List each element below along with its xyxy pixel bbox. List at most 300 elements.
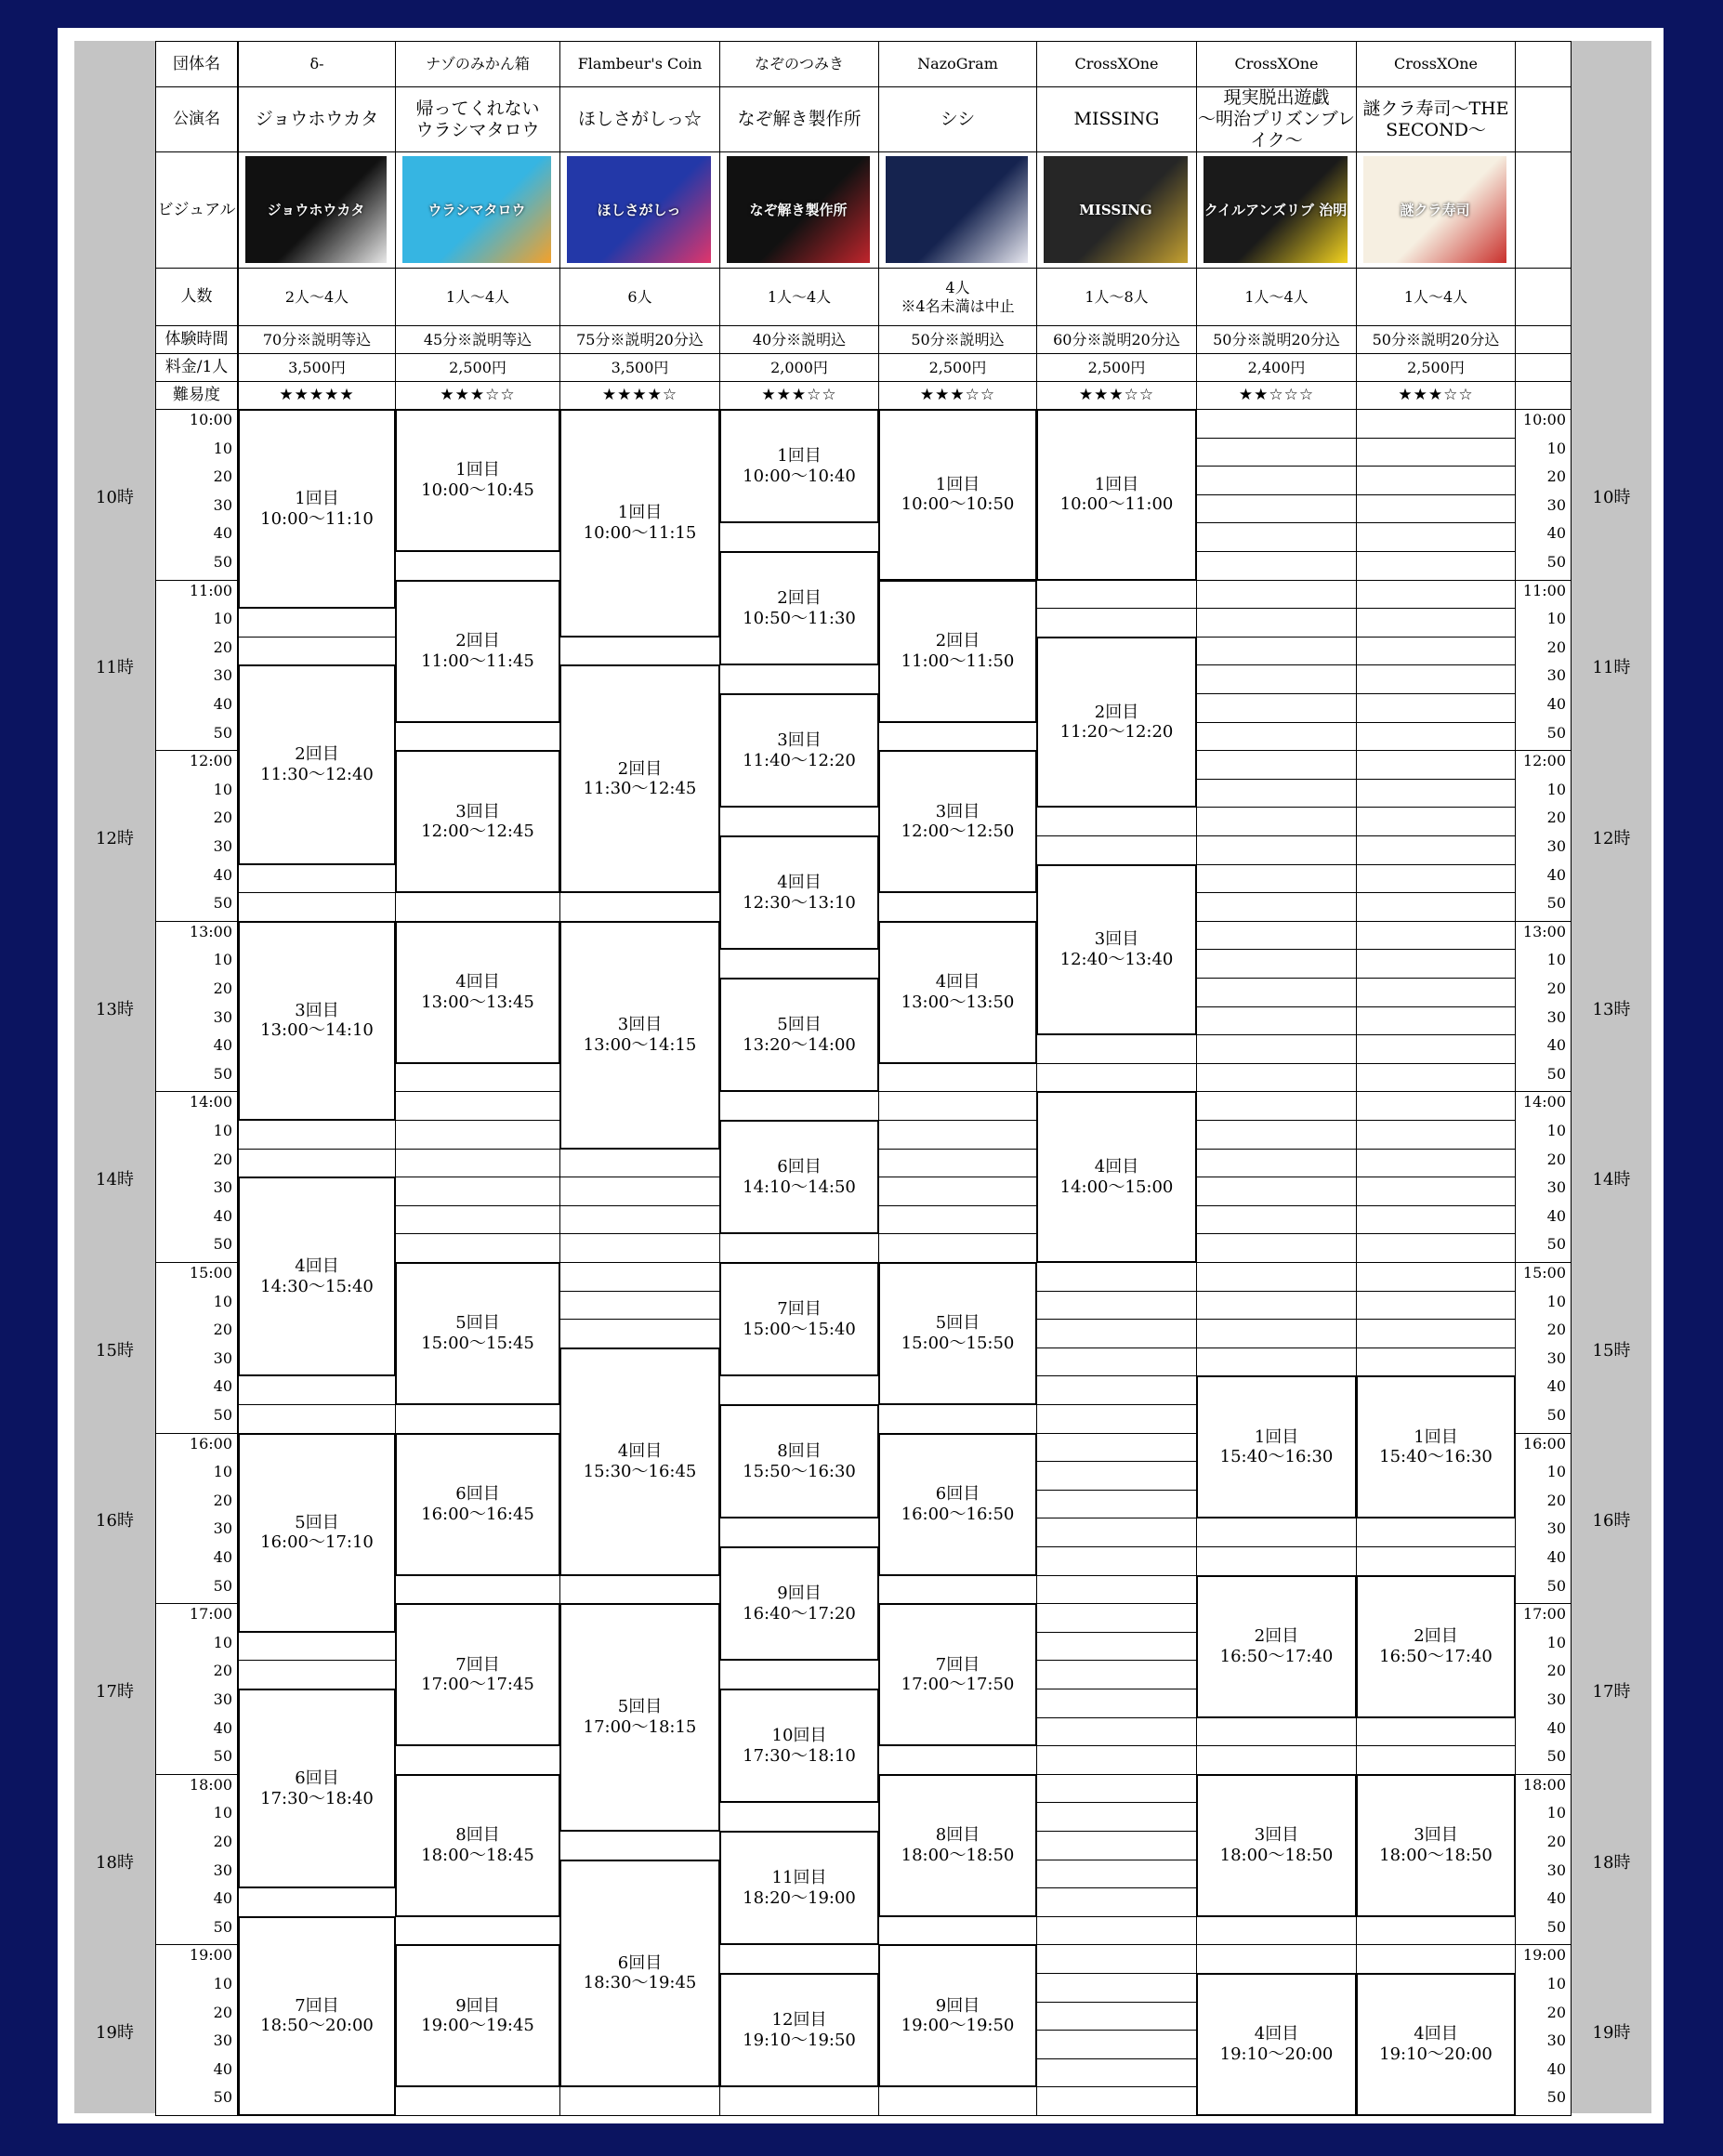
time-slot-label-right: 30 bbox=[1546, 1519, 1566, 1538]
empty-slot bbox=[1196, 1091, 1357, 1121]
session-round: 4回目 bbox=[455, 972, 500, 993]
time-slot-label: 50 bbox=[213, 1747, 232, 1766]
time-slot-label: 50 bbox=[213, 1576, 232, 1595]
empty-slot bbox=[1036, 1774, 1197, 1804]
session-time: 15:30～16:45 bbox=[583, 1461, 697, 1481]
empty-slot bbox=[1196, 1518, 1357, 1547]
difficulty-stars: ★★★☆☆ bbox=[878, 381, 1037, 410]
empty-slot bbox=[238, 1375, 396, 1405]
time-slot-label: 11:00 bbox=[189, 581, 232, 599]
empty-slot bbox=[238, 1120, 396, 1150]
time-slot-label: 20 bbox=[213, 1321, 232, 1339]
session-block[interactable] bbox=[878, 1262, 1037, 1405]
time-slot-label-right: 30 bbox=[1546, 1690, 1566, 1708]
time-slot-label-right: 11:00 bbox=[1522, 581, 1566, 599]
session-block[interactable] bbox=[719, 835, 879, 950]
empty-slot bbox=[1356, 1177, 1516, 1206]
player-count: 1人～4人 bbox=[1196, 268, 1357, 326]
session-round: 1回目 bbox=[1254, 1426, 1299, 1447]
empty-slot bbox=[878, 1404, 1037, 1434]
empty-slot bbox=[1356, 1034, 1516, 1064]
session-time: 16:00～16:50 bbox=[901, 1504, 1015, 1524]
hour-label: 10時 bbox=[96, 487, 134, 507]
session-block[interactable] bbox=[1196, 1375, 1357, 1518]
hour-label-right: 15時 bbox=[1592, 1340, 1631, 1361]
empty-slot bbox=[1036, 1717, 1197, 1747]
empty-slot bbox=[1036, 1375, 1197, 1405]
hour-label: 19時 bbox=[96, 2023, 134, 2044]
session-block[interactable] bbox=[559, 1348, 720, 1576]
empty-slot bbox=[1356, 1518, 1516, 1547]
time-slot-label-right: 50 bbox=[1546, 553, 1566, 571]
empty-slot bbox=[238, 1660, 396, 1689]
group-name: CrossXOne bbox=[1356, 41, 1516, 87]
session-time: 10:00～10:40 bbox=[743, 466, 856, 486]
session-block[interactable] bbox=[878, 580, 1037, 723]
time-slot-label-right: 14:00 bbox=[1522, 1093, 1566, 1111]
play-duration: 50分※説明込 bbox=[878, 325, 1037, 354]
hour-divider-left bbox=[155, 580, 238, 581]
session-block[interactable] bbox=[238, 1433, 396, 1633]
empty-slot bbox=[1356, 949, 1516, 979]
player-count: 6人 bbox=[559, 268, 720, 326]
empty-slot bbox=[1356, 664, 1516, 694]
time-slot-label-right: 10 bbox=[1546, 610, 1566, 628]
session-time: 15:00～15:40 bbox=[743, 1319, 856, 1339]
session-block[interactable] bbox=[395, 1433, 560, 1576]
time-slot-label-right: 50 bbox=[1546, 1917, 1566, 1936]
empty-slot bbox=[1356, 1348, 1516, 1377]
session-round: 2回目 bbox=[455, 631, 500, 651]
show-title: なぞ解き製作所 bbox=[719, 86, 879, 152]
empty-slot bbox=[1356, 779, 1516, 808]
session-block[interactable] bbox=[559, 1603, 720, 1832]
player-count: 1人～4人 bbox=[1356, 268, 1516, 326]
session-time: 10:00～10:50 bbox=[901, 494, 1015, 515]
group-name: CrossXOne bbox=[1196, 41, 1357, 87]
time-slot-label: 30 bbox=[213, 2031, 232, 2050]
session-block[interactable] bbox=[719, 1689, 879, 1803]
play-duration: 75分※説明20分込 bbox=[559, 325, 720, 354]
empty-slot bbox=[395, 1575, 560, 1605]
hour-label-right: 13時 bbox=[1592, 999, 1631, 1019]
empty-slot bbox=[719, 1802, 879, 1832]
time-slot-label-right: 50 bbox=[1546, 2088, 1566, 2107]
hour-divider-right bbox=[1515, 1433, 1572, 1434]
session-time: 14:00～15:00 bbox=[1059, 1177, 1174, 1197]
empty-slot bbox=[1356, 1717, 1516, 1747]
session-block[interactable] bbox=[1196, 1973, 1357, 2116]
empty-slot bbox=[1196, 1233, 1357, 1263]
time-slot-label: 30 bbox=[213, 495, 232, 514]
header-empty-cell bbox=[1515, 381, 1572, 410]
empty-slot bbox=[1356, 1944, 1516, 1974]
empty-slot bbox=[1036, 1461, 1197, 1491]
session-block[interactable] bbox=[719, 551, 879, 665]
time-slot-label: 10 bbox=[213, 1633, 232, 1651]
session-round: 2回目 bbox=[1254, 1626, 1299, 1646]
session-round: 2回目 bbox=[1094, 702, 1139, 722]
time-slot-label-right: 40 bbox=[1546, 1206, 1566, 1225]
empty-slot bbox=[1196, 1120, 1357, 1150]
hour-divider-left bbox=[155, 750, 238, 751]
empty-slot bbox=[1196, 1348, 1357, 1377]
time-slot-label: 30 bbox=[213, 1007, 232, 1026]
empty-slot bbox=[1036, 1291, 1197, 1321]
session-block[interactable] bbox=[878, 409, 1037, 581]
empty-slot bbox=[878, 892, 1037, 922]
session-round: 6回目 bbox=[455, 1484, 500, 1504]
session-block[interactable] bbox=[1356, 1973, 1516, 2116]
poster-image: ほしさがしっ bbox=[567, 156, 711, 263]
session-time: 12:40～13:40 bbox=[1059, 949, 1174, 969]
empty-slot bbox=[878, 1575, 1037, 1605]
time-slot-label: 20 bbox=[213, 1833, 232, 1850]
empty-slot bbox=[1356, 1291, 1516, 1321]
timetable-grid bbox=[74, 41, 1651, 2113]
session-block[interactable] bbox=[395, 1774, 560, 1917]
session-time: 13:00～14:15 bbox=[583, 1034, 697, 1055]
empty-slot bbox=[238, 892, 396, 922]
empty-slot bbox=[719, 664, 879, 694]
session-block[interactable] bbox=[395, 580, 560, 723]
empty-slot bbox=[1196, 494, 1357, 524]
empty-slot bbox=[559, 892, 720, 922]
session-block[interactable] bbox=[878, 1774, 1037, 1917]
session-time: 12:30～13:10 bbox=[743, 892, 856, 913]
time-slot-label: 30 bbox=[213, 1348, 232, 1367]
ticket-price: 3,500円 bbox=[559, 353, 720, 382]
session-time: 12:00～12:50 bbox=[901, 822, 1015, 842]
show-title: シシ bbox=[878, 86, 1037, 152]
empty-slot bbox=[1356, 864, 1516, 894]
session-time: 18:50～20:00 bbox=[260, 2016, 374, 2036]
empty-slot bbox=[1036, 580, 1197, 610]
time-slot-label: 10:00 bbox=[189, 411, 232, 428]
player-count: 1人～4人 bbox=[719, 268, 879, 326]
session-block[interactable] bbox=[238, 921, 396, 1121]
group-name: なぞのつみき bbox=[719, 41, 879, 87]
session-time: 13:20～14:00 bbox=[743, 1034, 856, 1055]
session-round: 3回目 bbox=[1414, 1825, 1458, 1846]
empty-slot bbox=[719, 2086, 879, 2116]
time-slot-label-right: 30 bbox=[1546, 1178, 1566, 1197]
hour-divider-right bbox=[1515, 1091, 1572, 1092]
empty-slot bbox=[1356, 409, 1516, 439]
session-round: 5回目 bbox=[935, 1313, 980, 1334]
empty-slot bbox=[559, 1831, 720, 1860]
empty-slot bbox=[1036, 1034, 1197, 1064]
session-time: 11:30～12:40 bbox=[260, 764, 374, 784]
time-slot-label: 20 bbox=[213, 467, 232, 486]
empty-slot bbox=[1036, 1831, 1197, 1860]
header-label-difficulty: 難易度 bbox=[155, 381, 238, 410]
empty-slot bbox=[719, 1233, 879, 1263]
empty-slot bbox=[1356, 1319, 1516, 1348]
session-block[interactable] bbox=[719, 693, 879, 808]
session-block[interactable] bbox=[1196, 1774, 1357, 1917]
time-slot-label: 50 bbox=[213, 1235, 232, 1254]
time-slot-label-right: 30 bbox=[1546, 1007, 1566, 1026]
time-slot-label: 30 bbox=[213, 837, 232, 855]
session-time: 18:00～18:50 bbox=[1219, 1845, 1334, 1865]
empty-slot bbox=[1036, 1944, 1197, 1974]
session-block[interactable] bbox=[238, 1177, 396, 1376]
empty-slot bbox=[238, 1149, 396, 1178]
empty-slot bbox=[1196, 664, 1357, 694]
empty-slot bbox=[1036, 1518, 1197, 1547]
empty-slot bbox=[719, 949, 879, 979]
session-block[interactable] bbox=[1036, 864, 1197, 1036]
play-duration: 45分※説明等込 bbox=[395, 325, 560, 354]
time-slot-label: 10 bbox=[213, 610, 232, 628]
time-slot-label: 50 bbox=[213, 894, 232, 913]
time-slot-label-right: 30 bbox=[1546, 1860, 1566, 1879]
header-label-players: 人数 bbox=[155, 268, 238, 326]
time-slot-label-right: 17:00 bbox=[1522, 1605, 1566, 1624]
empty-slot bbox=[1356, 494, 1516, 524]
session-block[interactable] bbox=[878, 1944, 1037, 2087]
empty-slot bbox=[1196, 978, 1357, 1007]
session-block[interactable] bbox=[1036, 409, 1197, 581]
session-block[interactable] bbox=[395, 921, 560, 1064]
session-round: 4回目 bbox=[1254, 2024, 1299, 2044]
empty-slot bbox=[1036, 1262, 1197, 1292]
time-slot-label: 40 bbox=[213, 2059, 232, 2078]
time-slot-label-right: 10 bbox=[1546, 1463, 1566, 1481]
empty-slot bbox=[1036, 2002, 1197, 2031]
session-round: 3回目 bbox=[777, 730, 822, 751]
empty-slot bbox=[1036, 608, 1197, 638]
session-round: 7回目 bbox=[295, 1995, 339, 2016]
empty-slot bbox=[1196, 892, 1357, 922]
time-slot-label-right: 20 bbox=[1546, 1150, 1566, 1168]
hour-divider-left bbox=[155, 1091, 238, 1092]
left-hour-band bbox=[74, 41, 155, 2113]
hour-label: 18時 bbox=[96, 1852, 134, 1873]
empty-slot bbox=[719, 807, 879, 836]
empty-slot bbox=[1356, 1916, 1516, 1946]
session-round: 1回目 bbox=[617, 503, 663, 523]
hour-divider-right bbox=[1515, 580, 1572, 581]
empty-slot bbox=[395, 1149, 560, 1178]
session-block[interactable] bbox=[559, 409, 720, 638]
session-block[interactable] bbox=[395, 1262, 560, 1405]
time-slot-label-right: 10 bbox=[1546, 1122, 1566, 1139]
session-block[interactable] bbox=[1356, 1774, 1516, 1917]
time-slot-label-right: 50 bbox=[1546, 723, 1566, 742]
session-block[interactable] bbox=[1356, 1375, 1516, 1518]
empty-slot bbox=[1036, 1887, 1197, 1917]
header-label-price: 料金/1人 bbox=[155, 353, 238, 382]
time-slot-label-right: 40 bbox=[1546, 865, 1566, 884]
hour-label-right: 19時 bbox=[1592, 2023, 1631, 2044]
time-slot-label-right: 19:00 bbox=[1522, 1946, 1566, 1965]
empty-slot bbox=[1036, 1575, 1197, 1605]
session-time: 19:00～19:45 bbox=[421, 2016, 534, 2036]
session-round: 4回目 bbox=[1094, 1157, 1139, 1177]
session-time: 19:10～20:00 bbox=[1379, 2044, 1493, 2064]
header-empty-cell bbox=[1515, 151, 1572, 269]
time-slot-label-right: 20 bbox=[1546, 638, 1566, 656]
difficulty-stars: ★★★★☆ bbox=[559, 381, 720, 410]
empty-slot bbox=[1036, 1404, 1197, 1434]
session-time: 17:00～17:50 bbox=[901, 1675, 1015, 1695]
time-slot-label-right: 40 bbox=[1546, 1889, 1566, 1908]
time-slot-label: 13:00 bbox=[189, 922, 232, 940]
session-block[interactable] bbox=[395, 1944, 560, 2087]
empty-slot bbox=[1196, 1745, 1357, 1775]
group-name: ナゾのみかん箱 bbox=[395, 41, 560, 87]
session-block[interactable] bbox=[559, 921, 720, 1150]
session-time: 16:00～17:10 bbox=[260, 1532, 374, 1553]
player-count: 1人～4人 bbox=[395, 268, 560, 326]
hour-label: 11時 bbox=[96, 658, 134, 678]
session-block[interactable] bbox=[719, 1262, 879, 1376]
session-round: 1回目 bbox=[777, 446, 822, 467]
hour-label: 15時 bbox=[96, 1340, 134, 1361]
session-block[interactable] bbox=[395, 1603, 560, 1746]
session-block[interactable] bbox=[1196, 1575, 1357, 1718]
empty-slot bbox=[1356, 807, 1516, 836]
session-block[interactable] bbox=[238, 409, 396, 609]
play-duration: 60分※説明20分込 bbox=[1036, 325, 1197, 354]
group-name: Flambeur's Coin bbox=[559, 41, 720, 87]
session-time: 11:40～12:20 bbox=[743, 750, 856, 770]
time-slot-label: 40 bbox=[213, 1889, 232, 1908]
session-block[interactable] bbox=[719, 1546, 879, 1661]
empty-slot bbox=[1356, 1262, 1516, 1292]
hour-label-right: 11時 bbox=[1592, 658, 1631, 678]
session-round: 4回目 bbox=[617, 1441, 663, 1462]
hour-divider-left bbox=[155, 1433, 238, 1434]
play-duration: 50分※説明20分込 bbox=[1196, 325, 1357, 354]
time-slot-label-right: 16:00 bbox=[1522, 1434, 1566, 1453]
session-round: 4回目 bbox=[1414, 2024, 1458, 2044]
time-slot-label: 50 bbox=[213, 723, 232, 742]
session-block[interactable] bbox=[719, 409, 879, 523]
hour-divider-left bbox=[155, 1774, 238, 1775]
session-block[interactable] bbox=[878, 1603, 1037, 1746]
hour-label: 17時 bbox=[96, 1682, 134, 1702]
header-empty-cell bbox=[1515, 353, 1572, 382]
session-block[interactable] bbox=[1036, 637, 1197, 808]
hour-divider-right bbox=[1515, 409, 1572, 410]
show-title: MISSING bbox=[1036, 86, 1197, 152]
session-time: 10:00～11:15 bbox=[583, 522, 697, 543]
session-block[interactable] bbox=[1036, 1091, 1197, 1263]
empty-slot bbox=[1196, 1291, 1357, 1321]
session-block[interactable] bbox=[1356, 1575, 1516, 1718]
empty-slot bbox=[1196, 438, 1357, 467]
time-slot-label: 50 bbox=[213, 1917, 232, 1936]
time-slot-label-right: 30 bbox=[1546, 837, 1566, 855]
session-block[interactable] bbox=[719, 1973, 879, 2087]
session-round: 5回目 bbox=[617, 1697, 663, 1717]
difficulty-stars: ★★★☆☆ bbox=[1036, 381, 1197, 410]
session-round: 10回目 bbox=[771, 1726, 827, 1746]
empty-slot bbox=[1196, 1916, 1357, 1946]
empty-slot bbox=[1356, 1120, 1516, 1150]
empty-slot bbox=[1356, 1233, 1516, 1263]
empty-slot bbox=[238, 637, 396, 666]
empty-slot bbox=[1036, 2058, 1197, 2088]
session-time: 11:00～11:45 bbox=[421, 651, 534, 671]
empty-slot bbox=[1356, 1546, 1516, 1576]
session-block[interactable] bbox=[878, 750, 1037, 893]
header-empty-cell bbox=[1515, 268, 1572, 326]
hour-label-right: 16時 bbox=[1592, 1511, 1631, 1532]
session-round: 1回目 bbox=[295, 489, 339, 508]
time-slot-label: 40 bbox=[213, 1548, 232, 1566]
empty-slot bbox=[1356, 722, 1516, 752]
empty-slot bbox=[1036, 1433, 1197, 1463]
session-block[interactable] bbox=[719, 978, 879, 1092]
session-round: 7回目 bbox=[777, 1299, 822, 1320]
session-block[interactable] bbox=[719, 1120, 879, 1234]
time-slot-label-right: 20 bbox=[1546, 2003, 1566, 2021]
ticket-price: 3,500円 bbox=[238, 353, 396, 382]
time-slot-label: 10 bbox=[213, 951, 232, 969]
empty-slot bbox=[238, 1632, 396, 1662]
session-block[interactable] bbox=[719, 1831, 879, 1945]
session-block[interactable] bbox=[878, 1433, 1037, 1576]
empty-slot bbox=[878, 2086, 1037, 2116]
session-block[interactable] bbox=[238, 664, 396, 864]
hour-divider-right bbox=[1515, 1262, 1572, 1263]
empty-slot bbox=[1356, 608, 1516, 638]
session-block[interactable] bbox=[238, 1916, 396, 2116]
session-round: 5回目 bbox=[455, 1313, 500, 1334]
time-slot-label-right: 40 bbox=[1546, 1548, 1566, 1566]
session-time: 16:00～16:45 bbox=[421, 1504, 534, 1524]
session-block[interactable] bbox=[878, 921, 1037, 1064]
empty-slot bbox=[559, 1575, 720, 1605]
session-time: 13:00～13:50 bbox=[901, 992, 1015, 1012]
time-slot-label: 10 bbox=[213, 1804, 232, 1822]
empty-slot bbox=[1196, 779, 1357, 808]
time-slot-label-right: 10 bbox=[1546, 1975, 1566, 1992]
time-slot-label-right: 50 bbox=[1546, 1064, 1566, 1083]
time-slot-label: 12:00 bbox=[189, 752, 232, 770]
session-block[interactable] bbox=[238, 1689, 396, 1888]
hour-divider-right bbox=[1515, 1774, 1572, 1775]
empty-slot bbox=[1356, 693, 1516, 723]
session-block[interactable] bbox=[395, 409, 560, 552]
session-block[interactable] bbox=[719, 1404, 879, 1518]
session-time: 15:40～16:30 bbox=[1219, 1447, 1334, 1467]
empty-slot bbox=[1356, 522, 1516, 552]
time-slot-label-right: 15:00 bbox=[1522, 1264, 1566, 1282]
empty-slot bbox=[1356, 637, 1516, 666]
session-block[interactable] bbox=[559, 664, 720, 893]
empty-slot bbox=[1356, 1205, 1516, 1235]
session-round: 6回目 bbox=[295, 1768, 339, 1788]
show-title: 謎クラ寿司～THE SECOND～ bbox=[1356, 86, 1516, 152]
time-slot-label-right: 40 bbox=[1546, 2059, 1566, 2078]
session-block[interactable] bbox=[395, 750, 560, 893]
session-block[interactable] bbox=[559, 1860, 720, 2088]
difficulty-stars: ★★★☆☆ bbox=[1356, 381, 1516, 410]
poster-image: ウラシマタロウ bbox=[402, 156, 551, 263]
session-time: 16:40～17:20 bbox=[743, 1603, 856, 1624]
hour-divider-left bbox=[155, 409, 238, 410]
time-slot-label-right: 18:00 bbox=[1522, 1775, 1566, 1794]
ticket-price: 2,500円 bbox=[1036, 353, 1197, 382]
hour-divider-left bbox=[155, 921, 238, 922]
empty-slot bbox=[1356, 580, 1516, 610]
empty-slot bbox=[559, 637, 720, 666]
